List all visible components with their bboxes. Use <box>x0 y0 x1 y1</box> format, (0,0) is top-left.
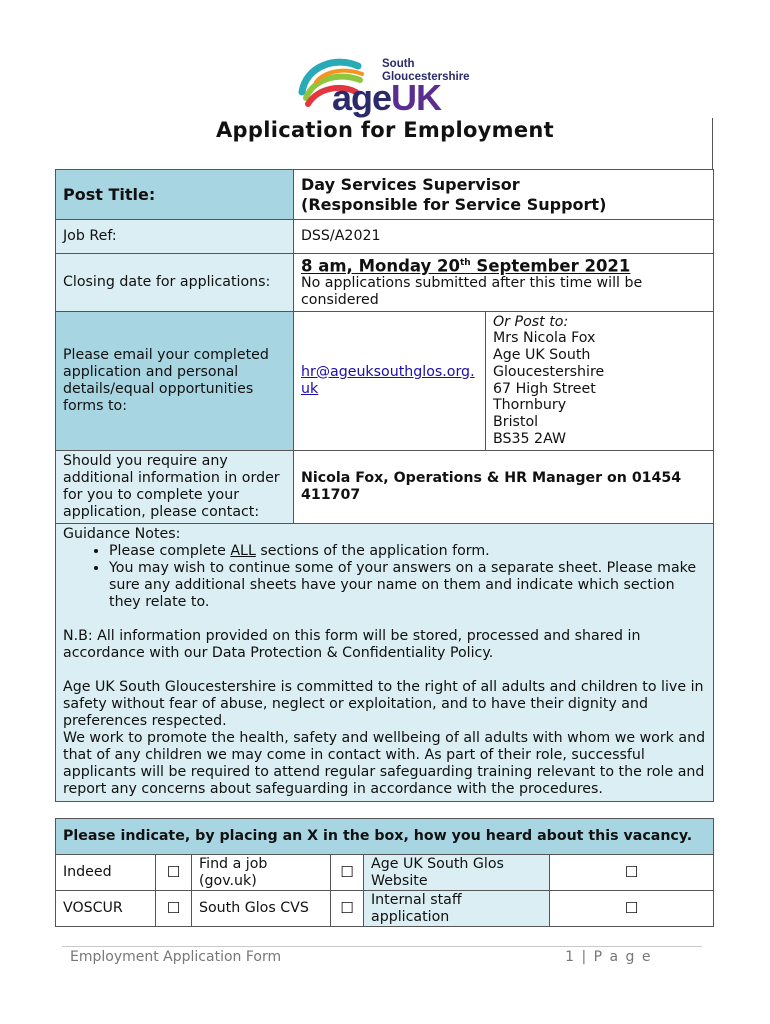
source-option-label: VOSCUR <box>56 891 156 927</box>
checkbox[interactable]: ☐ <box>550 891 714 927</box>
address-line: Thornbury <box>493 397 567 414</box>
closing-date-value: 8 am, Monday 20th September 2021 <box>301 256 631 276</box>
address-line: BS35 2AW <box>493 431 567 448</box>
job-ref-label: Job Ref: <box>56 220 294 254</box>
checkbox[interactable]: ☐ <box>156 891 192 927</box>
guidance-notes <box>56 523 714 801</box>
safeguarding-statement: We work to promote the health, safety and wellbeing of all adults with whom we work and that of any children we may come in contact with. As part of their role, successful applicants will be required to attend regular safeguarding training relevant to the role and report any concerns about safeguarding in accordance with the procedures. <box>63 729 706 797</box>
address-line: Age UK South <box>493 347 591 364</box>
source-option-label: Age UK South Glos Website <box>364 855 550 891</box>
address-line: Gloucestershire <box>493 363 605 380</box>
source-option-label: Internal staff application <box>364 891 550 927</box>
guidance-item: • You may wish to continue some of your answers on a separate sheet. Please make sure any additional sheets have your name on them and indicate which section they relate to. <box>109 560 706 611</box>
safeguarding-statement: Age UK South Gloucestershire is committed to the right of all adults and children to live in safety without fear of abuse, neglect or exploitation, and to have their dignity and preferences respected. <box>63 678 704 729</box>
source-option-label: Find a job (gov.uk) <box>192 855 331 891</box>
closing-date-note: No applications submitted after this time will be considered <box>301 274 643 308</box>
footer-document-name: Employment Application Form <box>70 949 282 965</box>
application-details-table <box>55 169 714 802</box>
job-ref-value: DSS/A2021 <box>294 220 714 254</box>
checkbox[interactable]: ☐ <box>331 891 364 927</box>
data-protection-note: N.B: All information provided on this form will be stored, processed and shared in accordance with our Data Protection & Confidentiality Policy. <box>63 627 641 661</box>
address-line: Mrs Nicola Fox <box>493 330 596 347</box>
source-option-label: South Glos CVS <box>192 891 331 927</box>
age-uk-logo <box>296 52 486 124</box>
closing-date-cell <box>294 254 714 312</box>
contact-value: Nicola Fox, Operations & HR Manager on 01454 411707 <box>294 450 714 523</box>
checkbox[interactable]: ☐ <box>550 855 714 891</box>
source-option-label: Indeed <box>56 855 156 891</box>
email-instructions-label: Please email your completed application and personal details/equal opportunities forms to: <box>56 311 294 450</box>
logo-region-text: South Gloucestershire <box>382 58 470 83</box>
post-title-label: Post Title: <box>56 170 294 220</box>
address-line: 67 High Street <box>493 380 596 397</box>
address-line: Bristol <box>493 414 539 431</box>
guidance-list <box>63 543 706 611</box>
footer-divider <box>62 946 702 947</box>
postal-address-cell <box>486 311 714 450</box>
logo-wordmark: ageUK <box>332 77 442 118</box>
checkbox[interactable]: ☐ <box>331 855 364 891</box>
guidance-item: • Please complete ALL sections of the application form. <box>109 543 706 560</box>
document-title: Application for Employment <box>216 118 554 142</box>
vacancy-source-table <box>55 818 714 927</box>
contact-label: Should you require any additional information in order for you to complete your application, please contact: <box>56 450 294 523</box>
footer-page-number: 1 | P a g e <box>565 949 652 965</box>
email-cell <box>294 311 486 450</box>
post-title-value: Day Services Supervisor (Responsible for Service Support) <box>294 170 714 220</box>
vacancy-source-heading: Please indicate, by placing an X in the box, how you heard about this vacancy. <box>56 819 714 855</box>
closing-date-label: Closing date for applications: <box>56 254 294 312</box>
guidance-heading: Guidance Notes: <box>63 525 181 542</box>
post-to-heading: Or Post to: <box>493 313 569 330</box>
email-link[interactable]: hr@ageuksouthglos.org.uk <box>301 363 475 397</box>
checkbox[interactable]: ☐ <box>156 855 192 891</box>
